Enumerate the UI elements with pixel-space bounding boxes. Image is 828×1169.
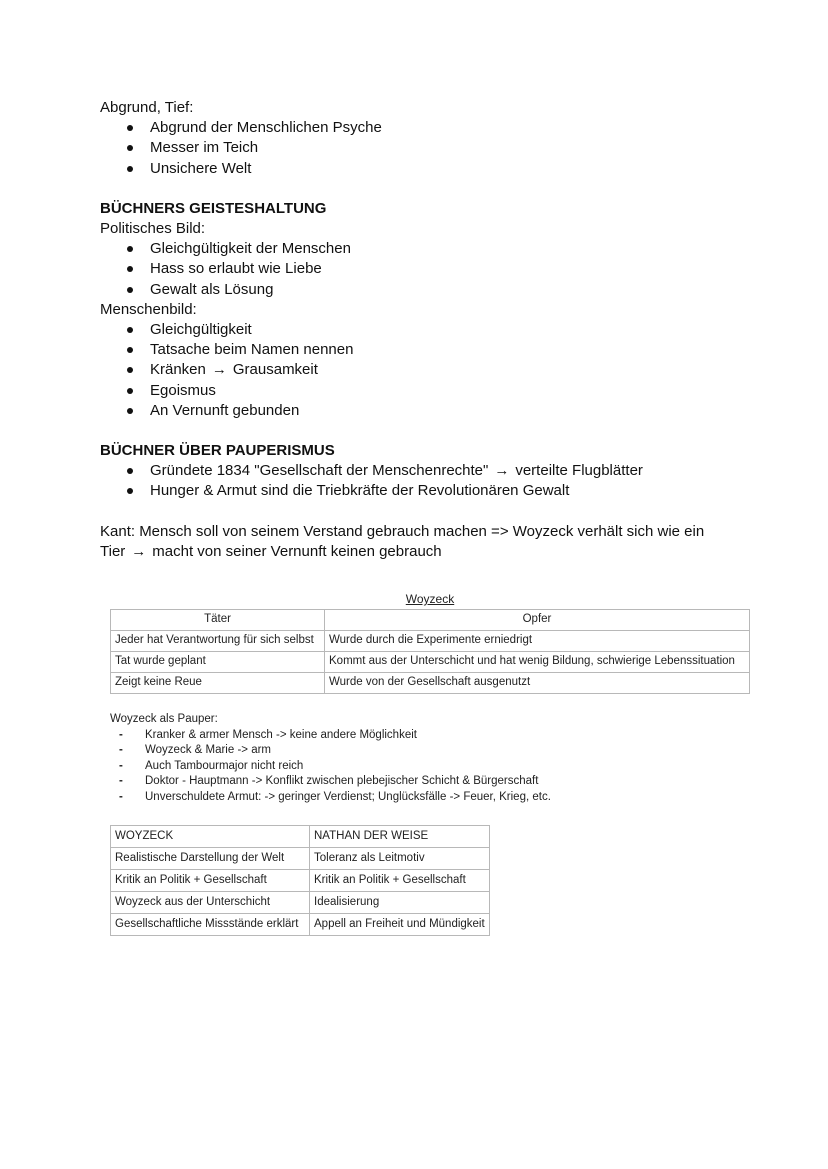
table-cell: Kommt aus der Unterschicht und hat wenig Bildung, schwierige Lebenssituation (325, 652, 750, 673)
table-cell: Realistische Darstellung der Welt (111, 847, 310, 869)
table-row (111, 825, 490, 847)
list-item-text: Kränken (150, 361, 206, 379)
list-item-text: Gründete 1834 "Gesellschaft der Menschenrechte" (150, 462, 489, 480)
table-cell: Tat wurde geplant (111, 652, 325, 673)
table-cell: Appell an Freiheit und Mündigkeit (310, 913, 490, 935)
list-item-text: Grausamkeit (232, 361, 318, 379)
pauper-title: Woyzeck als Pauper: (110, 713, 218, 725)
table-cell: WOYZECK (111, 825, 310, 847)
table-cell: Kritik an Politik + Gesellschaft (310, 869, 490, 891)
comparison-table (110, 825, 490, 936)
table-cell: Zeigt keine Reue (111, 673, 325, 694)
list-item: - Auch Tambourmajor nicht reich (117, 759, 750, 775)
list-item: - Doktor - Hauptmann -> Konflikt zwischen plebejischer Schicht & Bürgerschaft (117, 774, 750, 790)
political-list (100, 239, 760, 300)
table-row (111, 891, 490, 913)
heading-pauperismus: BÜCHNER ÜBER PAUPERISMUS (100, 442, 335, 460)
kant-line-2 (100, 542, 760, 562)
document-page (100, 98, 760, 562)
table-row (111, 673, 750, 694)
arrow-icon: → (211, 361, 227, 379)
table-cell: Wurde durch die Experimente erniedrigt (325, 631, 750, 652)
woyzeck-table-caption: Woyzeck (405, 592, 455, 606)
list-item-text: verteilte Flugblätter (515, 462, 643, 480)
list-item: An Vernunft gebunden (126, 401, 760, 421)
table-cell: Gesellschaftliche Missstände erklärt (111, 913, 310, 935)
table-cell: Toleranz als Leitmotiv (310, 847, 490, 869)
table-header-row (111, 610, 750, 631)
list-item (126, 461, 760, 481)
list-item: - Unverschuldete Armut: -> geringer Verdienst; Unglücksfälle -> Feuer, Krieg, etc. (117, 790, 750, 806)
list-item: Abgrund der Menschlichen Psyche (126, 118, 760, 138)
table-cell: Wurde von der Gesellschaft ausgenutzt (325, 673, 750, 694)
table-row (111, 631, 750, 652)
pauperismus-list (100, 461, 760, 501)
arrow-icon: → (131, 542, 147, 560)
list-item: Tatsache beim Namen nennen (126, 340, 760, 360)
abgrund-list (100, 118, 760, 179)
table-cell: NATHAN DER WEISE (310, 825, 490, 847)
kant-text: Tier (100, 542, 126, 560)
column-header: Opfer (325, 610, 750, 631)
kant-text: macht von seiner Vernunft keinen gebrauch (152, 542, 442, 560)
table-cell: Woyzeck aus der Unterschicht (111, 891, 310, 913)
list-item: Gleichgültigkeit (126, 320, 760, 340)
list-item: Unsichere Welt (126, 159, 760, 179)
list-item (126, 360, 760, 380)
kant-line-1: Kant: Mensch soll von seinem Verstand gebrauch machen => Woyzeck verhält sich wie ein (100, 522, 705, 540)
list-item: Messer im Teich (126, 138, 760, 158)
political-label: Politisches Bild: (100, 220, 206, 238)
table-cell: Jeder hat Verantwortung für sich selbst (111, 631, 325, 652)
table-cell: Kritik an Politik + Gesellschaft (111, 869, 310, 891)
list-item: Gewalt als Lösung (126, 280, 760, 300)
pauper-list (110, 728, 750, 806)
table-row (111, 869, 490, 891)
list-item: Hass so erlaubt wie Liebe (126, 259, 760, 279)
section-abgrund-title: Abgrund, Tief: (100, 99, 194, 116)
human-list (100, 320, 760, 421)
heading-geisteshaltung: BÜCHNERS GEISTESHALTUNG (100, 199, 327, 217)
woyzeck-table (110, 609, 750, 694)
human-label: Menschenbild: (100, 300, 197, 318)
table-row (111, 913, 490, 935)
arrow-icon: → (494, 462, 510, 480)
pauper-section (110, 712, 750, 806)
list-item: Gleichgültigkeit der Menschen (126, 239, 760, 259)
table-cell: Idealisierung (310, 891, 490, 913)
list-item: Egoismus (126, 381, 760, 401)
table-row (111, 652, 750, 673)
scanned-notes (110, 592, 750, 936)
column-header: Täter (111, 610, 325, 631)
list-item: - Kranker & armer Mensch -> keine andere Möglichkeit (117, 728, 750, 744)
list-item: - Woyzeck & Marie -> arm (117, 743, 750, 759)
table-row (111, 847, 490, 869)
list-item: Hunger & Armut sind die Triebkräfte der Revolutionären Gewalt (126, 481, 760, 501)
